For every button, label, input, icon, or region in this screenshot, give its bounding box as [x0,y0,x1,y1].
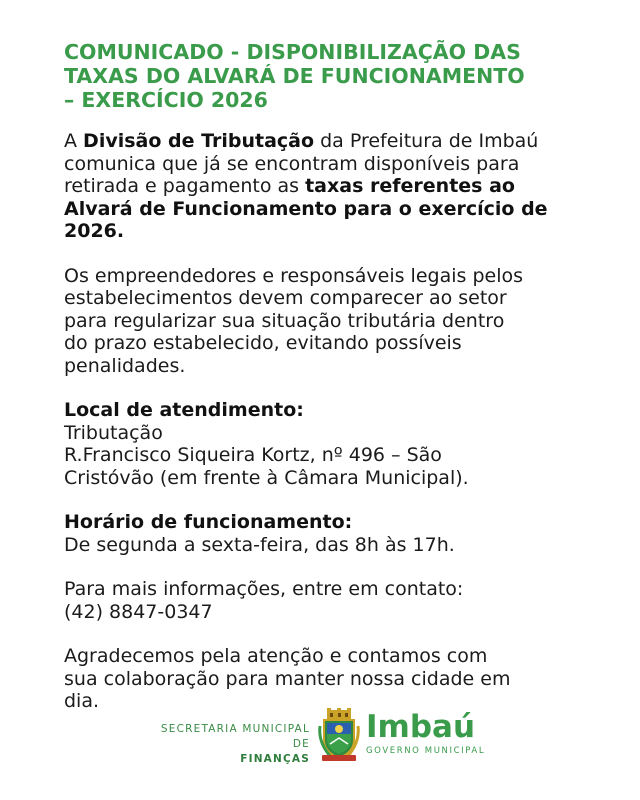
intro-line: 2026. [64,220,125,242]
paragraph-line: estabelecimentos devem comparecer ao setor [64,287,507,309]
instructions-paragraph [64,265,584,378]
paragraph-line: penalidades. [64,354,186,377]
title-line: COMUNICADO - DISPONIBILIZAÇÃO DAS [64,40,521,64]
secretaria-label [161,722,310,767]
contact-line: Para mais informações, entre em contato: [64,578,464,600]
text: DE [292,738,310,750]
hours-line: De segunda a sexta-feira, das 8h às 17h. [64,533,455,556]
footer-branding [0,706,640,766]
phone-number: (42) 8847-0347 [64,600,213,623]
closing-line: dia. [64,690,100,712]
secretaria-line [161,737,310,767]
location-line: Tributação [64,421,163,444]
text: da Prefeitura de Imbaú [314,130,539,152]
intro-line: comunica que já se encontram disponíveis para [64,152,520,175]
location-line: Cristóvão (em frente à Câmara Municipal). [64,466,469,489]
municipal-coat-of-arms-icon [318,708,360,762]
intro-paragraph [64,130,584,243]
contact-section [64,578,584,623]
secretaria-line: SECRETARIA MUNICIPAL [160,723,310,735]
location-section [64,399,584,489]
division-name: Divisão de Tributação [83,130,315,152]
page-title [64,40,584,112]
closing-paragraph [64,645,584,713]
paragraph-line: Os empreendedores e responsáveis legais pelos [64,264,523,287]
intro-line [64,130,584,153]
announcement [64,40,584,735]
paragraph-line: do prazo estabelecido, evitando possíveis [64,332,462,354]
closing-line: Agradecemos pela atenção e contamos com [64,645,488,667]
location-line: R.Francisco Siqueira Kortz, nº 496 – São [64,444,442,466]
title-line: TAXAS DO ALVARÁ DE FUNCIONAMENTO [64,64,525,88]
brand [366,710,485,756]
paragraph-line: para regularizar sua situação tributária dentro [64,309,505,332]
emphasis: taxas referentes ao [305,175,515,197]
text: retirada e pagamento as [64,175,306,197]
department-name: FINANÇAS [240,753,310,765]
intro-line [64,175,584,198]
title-line: – EXERCÍCIO 2026 [64,88,268,112]
text: A [64,130,84,152]
intro-line: Alvará de Funcionamento para o exercício de [64,197,548,220]
brand-subtitle: GOVERNO MUNICIPAL [366,746,486,756]
hours-heading: Horário de funcionamento: [64,511,353,533]
closing-line: sua colaboração para manter nossa cidade em [64,667,511,690]
location-heading: Local de atendimento: [64,399,304,421]
hours-section [64,511,584,556]
brand-name: Imbaú [366,709,476,745]
